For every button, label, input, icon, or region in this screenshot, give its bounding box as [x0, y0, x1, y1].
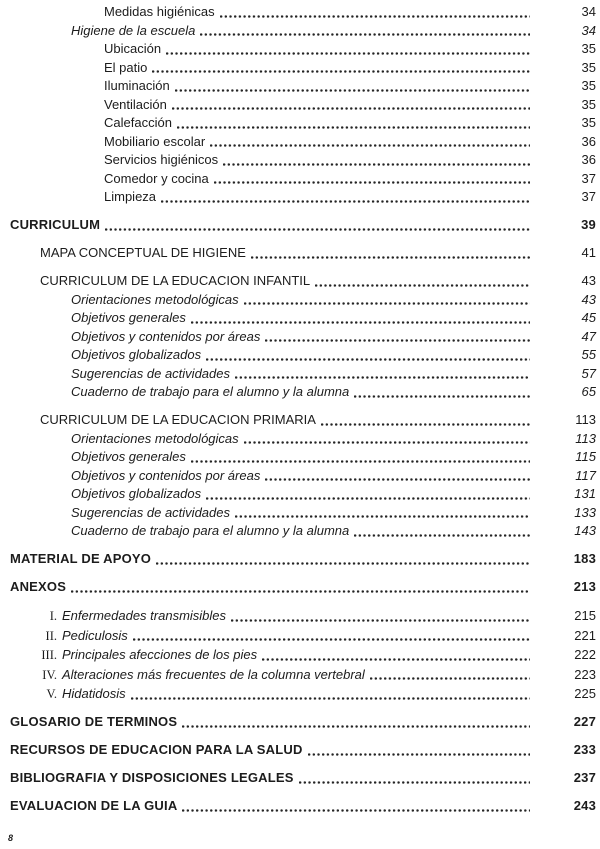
dot-leader: [308, 753, 530, 756]
toc-entry-label: Objetivos globalizados: [71, 486, 202, 501]
dot-leader: [235, 515, 530, 518]
toc-entry-label: Ventilación: [104, 96, 167, 112]
toc-entry: [10, 626, 596, 646]
toc-entry-page: 113: [575, 430, 596, 446]
toc-entry-page: 213: [573, 579, 596, 594]
toc-entry-page: 222: [574, 647, 596, 662]
toc-entry: [10, 430, 596, 449]
dot-leader: [156, 562, 530, 565]
toc-entry-page: 227: [573, 714, 596, 729]
toc-entry-numeral: IV.: [42, 667, 57, 682]
toc-entry: [10, 291, 596, 310]
toc-entry-label: Enfermedades transmisibles: [62, 608, 227, 623]
toc-group: [10, 411, 596, 541]
toc-entry-page: 131: [574, 486, 596, 501]
toc-group: [10, 741, 596, 760]
toc-entry-label: MAPA CONCEPTUAL DE HIGIENE: [40, 245, 246, 260]
toc-entry: [10, 769, 596, 788]
toc-entry-label: Medidas higiénicas: [104, 4, 215, 19]
dot-leader: [191, 321, 530, 324]
toc-entry-label: Comedor y cocina: [104, 170, 209, 186]
dot-leader: [265, 339, 530, 342]
toc-entry-label: MATERIAL DE APOYO: [10, 551, 152, 566]
toc-group: [10, 244, 596, 263]
toc-entry-label: Calefacción: [104, 115, 172, 130]
toc-entry: [10, 411, 596, 430]
toc-group: [10, 550, 596, 569]
toc-entry: [10, 272, 596, 291]
toc-entry: [10, 40, 596, 59]
toc-entry-numeral: V.: [46, 687, 57, 701]
toc-entry: [10, 797, 596, 816]
dot-leader: [182, 725, 530, 728]
toc-list: [10, 3, 596, 816]
dot-leader: [223, 163, 530, 166]
dot-leader: [131, 697, 530, 700]
toc-entry: [10, 244, 596, 263]
toc-entry: [10, 365, 596, 384]
toc-entry-label: Objetivos generales: [71, 310, 186, 325]
dot-leader: [71, 590, 530, 593]
toc-entry-label: Sugerencias de actividades: [71, 365, 230, 381]
toc-entry-page: 43: [581, 273, 596, 288]
toc-entry: [10, 151, 596, 170]
toc-entry-page: 243: [573, 798, 596, 813]
toc-entry-numeral: III.: [41, 648, 57, 662]
toc-entry-page: 39: [581, 217, 596, 232]
toc-entry-label: Objetivos generales: [71, 449, 186, 464]
dot-leader: [166, 52, 530, 55]
toc-entry: [10, 59, 596, 78]
toc-entry: [10, 606, 596, 626]
toc-entry-page: 183: [573, 551, 596, 566]
toc-entry: [10, 467, 596, 486]
toc-entry-page: 34: [581, 22, 596, 38]
toc-entry-label: Limpieza: [104, 189, 157, 204]
toc-entry-page: 57: [581, 365, 596, 381]
toc-entry-page: 55: [581, 347, 596, 362]
toc-entry: [10, 3, 596, 22]
toc-entry-page: 36: [581, 152, 596, 167]
toc-entry: [10, 77, 596, 96]
dot-leader: [354, 534, 530, 537]
dot-leader: [175, 89, 530, 92]
toc-entry: [10, 522, 596, 541]
toc-entry-label: Objetivos y contenidos por áreas: [71, 467, 261, 483]
toc-entry-page: 117: [575, 467, 596, 483]
toc-entry: [10, 741, 596, 760]
toc-entry-label: RECURSOS DE EDUCACION PARA LA SALUD: [10, 742, 303, 757]
toc-entry-label: BIBLIOGRAFIA Y DISPOSICIONES LEGALES: [10, 770, 294, 785]
toc-entry-label: Higiene de la escuela: [71, 22, 196, 38]
toc-entry-page: 35: [581, 96, 596, 112]
dot-leader: [220, 15, 530, 18]
dot-leader: [210, 144, 530, 147]
dot-leader: [354, 395, 530, 398]
toc-entry-page: 35: [581, 41, 596, 56]
toc-entry: [10, 550, 596, 569]
toc-entry-page: 41: [581, 245, 596, 260]
toc-entry-label: Servicios higiénicos: [104, 152, 219, 167]
dot-leader: [133, 638, 530, 641]
toc-entry-label: Orientaciones metodológicas: [71, 430, 239, 446]
toc-entry-page: 215: [574, 608, 596, 623]
toc-entry-page: 35: [581, 115, 596, 130]
toc-group: [10, 3, 596, 207]
folio-page-number: 8: [8, 832, 14, 843]
toc-entry-label: Hidatidosis: [62, 686, 126, 701]
toc-entry-page: 37: [581, 170, 596, 186]
toc-entry: [10, 133, 596, 152]
toc-entry-page: 34: [581, 4, 596, 19]
toc-entry-label: ANEXOS: [10, 579, 67, 594]
toc-group: [10, 216, 596, 235]
dot-leader: [152, 70, 530, 73]
toc-entry-numeral: I.: [49, 609, 57, 623]
toc-entry-label: Pediculosis: [62, 627, 128, 643]
toc-group: [10, 713, 596, 732]
toc-entry: [10, 684, 596, 704]
toc-entry: [10, 383, 596, 402]
dot-leader: [251, 256, 530, 259]
toc-entry-page: 225: [574, 686, 596, 701]
toc-entry-label: CURRICULUM DE LA EDUCACION INFANTIL: [40, 273, 311, 288]
toc-entry-label: GLOSARIO DE TERMINOS: [10, 714, 178, 729]
dot-leader: [214, 181, 530, 184]
toc-entry-label: Cuaderno de trabajo para el alumno y la alumna: [71, 384, 350, 399]
dot-leader: [105, 228, 530, 231]
toc-entry-label: Cuaderno de trabajo para el alumno y la alumna: [71, 523, 350, 538]
dot-leader: [265, 478, 530, 481]
toc-entry-label: Objetivos globalizados: [71, 347, 202, 362]
toc-entry: [10, 346, 596, 365]
toc-entry-label: CURRICULUM DE LA EDUCACION PRIMARIA: [40, 412, 316, 427]
dot-leader: [235, 376, 530, 379]
toc-group: [10, 578, 596, 597]
toc-entry-label: Objetivos y contenidos por áreas: [71, 328, 261, 344]
toc-group: [10, 769, 596, 788]
toc-group: [10, 606, 596, 704]
toc-entry-label: CURRICULUM: [10, 217, 101, 232]
toc-entry: [10, 504, 596, 523]
toc-entry-page: 35: [581, 78, 596, 93]
toc-entry-label: Mobiliario escolar: [104, 133, 206, 149]
dot-leader: [244, 302, 530, 305]
dot-leader: [161, 200, 530, 203]
toc-entry-label: EVALUACION DE LA GUIA: [10, 798, 178, 813]
toc-entry: [10, 485, 596, 504]
toc-entry-page: 115: [575, 449, 596, 464]
toc-entry: [10, 713, 596, 732]
toc-entry-page: 47: [581, 328, 596, 344]
toc-entry-numeral: II.: [45, 628, 57, 643]
toc-entry-page: 36: [581, 133, 596, 149]
toc-group: [10, 797, 596, 816]
dot-leader: [321, 423, 530, 426]
dot-leader: [177, 126, 530, 129]
toc-group: [10, 272, 596, 402]
toc-entry-page: 65: [581, 384, 596, 399]
toc-entry-page: 37: [581, 189, 596, 204]
toc-entry: [10, 96, 596, 115]
dot-leader: [299, 781, 530, 784]
toc-entry: [10, 114, 596, 133]
toc-entry: [10, 448, 596, 467]
dot-leader: [206, 358, 530, 361]
toc-entry-label: Sugerencias de actividades: [71, 504, 230, 520]
toc-entry: [10, 170, 596, 189]
toc-entry-page: 237: [573, 770, 596, 785]
toc-entry: [10, 188, 596, 207]
dot-leader: [206, 497, 530, 500]
toc-entry-page: 43: [581, 291, 596, 307]
dot-leader: [191, 460, 530, 463]
toc-entry: [10, 578, 596, 597]
toc-entry-page: 35: [581, 59, 596, 75]
toc-entry: [10, 665, 596, 685]
toc-entry-label: El patio: [104, 59, 148, 75]
dot-leader: [231, 619, 530, 622]
toc-entry-page: 133: [574, 504, 596, 520]
toc-entry-label: Iluminación: [104, 78, 170, 93]
toc-entry-label: Ubicación: [104, 41, 162, 56]
toc-entry: [10, 645, 596, 665]
toc-entry-page: 45: [581, 310, 596, 325]
toc-entry-page: 233: [573, 742, 596, 757]
toc-entry-label: Principales afecciones de los pies: [62, 647, 258, 662]
toc-entry-page: 143: [574, 523, 596, 538]
toc-entry-page: 223: [574, 666, 596, 682]
dot-leader: [244, 441, 530, 444]
dot-leader: [172, 107, 530, 110]
toc-entry-label: Orientaciones metodológicas: [71, 291, 239, 307]
toc-entry: [10, 328, 596, 347]
toc-entry-page: 221: [574, 627, 596, 643]
toc-entry: [10, 309, 596, 328]
dot-leader: [315, 284, 530, 287]
dot-leader: [370, 677, 530, 680]
toc-entry: [10, 216, 596, 235]
toc-entry-page: 113: [575, 412, 596, 427]
dot-leader: [262, 658, 530, 661]
toc-entry-label: Alteraciones más frecuentes de la columna vertebral: [62, 666, 365, 682]
toc-entry: [10, 22, 596, 41]
dot-leader: [200, 33, 530, 36]
dot-leader: [182, 809, 530, 812]
